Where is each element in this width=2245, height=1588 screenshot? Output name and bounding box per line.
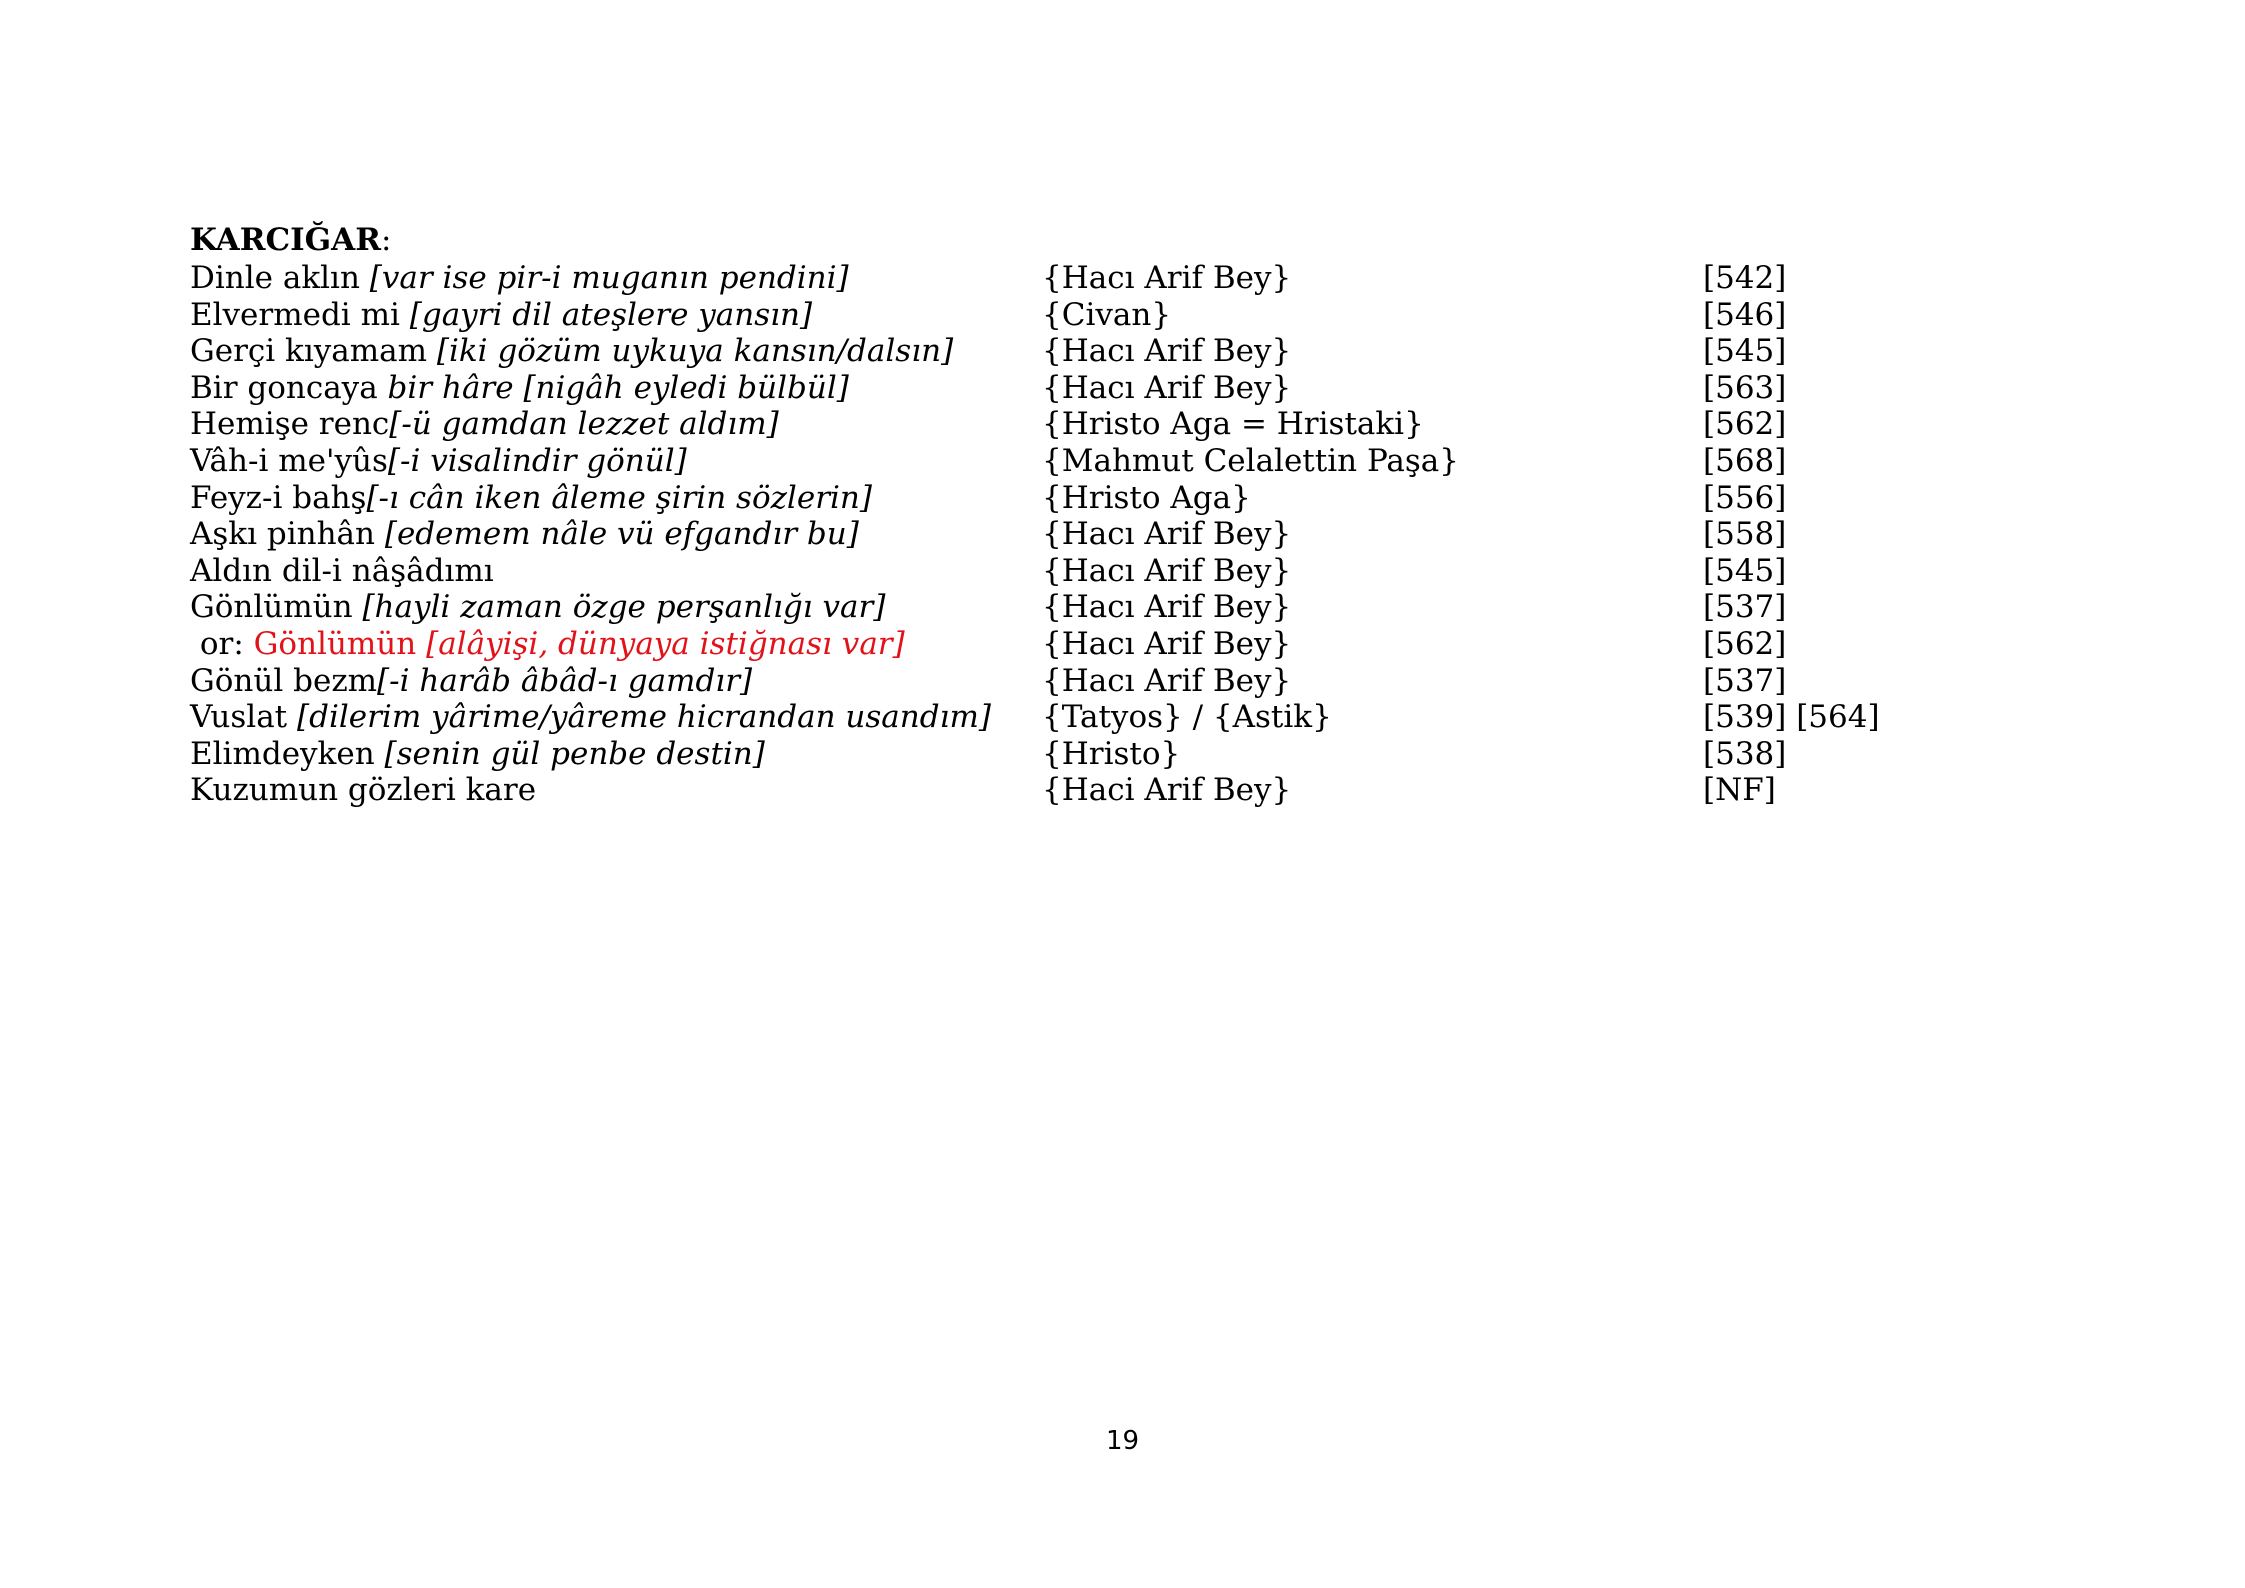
reference: [546] <box>1703 296 1787 333</box>
reference: [NF] <box>1703 772 1776 809</box>
song-title-italic: [-ü gamdan lezzet aldım] <box>389 406 779 443</box>
alternate-prefix: or: <box>190 625 254 662</box>
composer: {Hacı Arif Bey} <box>1042 552 1292 589</box>
song-row <box>190 589 2090 626</box>
composer: {Civan} <box>1042 296 1172 333</box>
reference: [542] <box>1703 260 1787 296</box>
song-row <box>190 736 2090 773</box>
song-title-plain: Feyz-i bahş <box>190 479 367 516</box>
composer: {Hacı Arif Bey} <box>1042 260 1292 296</box>
song-title-plain: Kuzumun gözleri kare <box>190 772 537 809</box>
song-title-italic: [edemem nâle vü efgandır bu] <box>384 516 859 553</box>
composer: {Hacı Arif Bey} <box>1042 625 1292 662</box>
reference: [556] <box>1703 479 1787 516</box>
song-row <box>190 553 2090 590</box>
song-row <box>190 297 2090 334</box>
song-row <box>190 480 2090 517</box>
reference: [568] <box>1703 442 1787 479</box>
song-title-plain: Vâh-i me'yûs <box>190 442 388 479</box>
song-title-plain: Aşkı pinhân <box>190 516 385 553</box>
reference: [545] <box>1703 333 1787 370</box>
composer: {Mahmut Celalettin Paşa} <box>1042 442 1460 479</box>
song-title-plain: Elvermedi mi <box>190 296 410 333</box>
reference: [537] <box>1703 662 1787 699</box>
song-title-plain: Gönül bezm <box>190 662 378 699</box>
song-title-plain: Gerçi kıyamam <box>190 333 437 370</box>
composer: {Hacı Arif Bey} <box>1042 369 1292 406</box>
song-row <box>190 370 2090 407</box>
song-title <box>190 699 991 736</box>
song-title-italic: [gayri dil ateşlere yansın] <box>409 296 813 333</box>
reference: [562] <box>1703 406 1787 443</box>
composer: {Haci Arif Bey} <box>1042 772 1292 809</box>
song-title <box>190 370 849 407</box>
reference: [563] <box>1703 369 1787 406</box>
song-title-italic: [iki gözüm uykuya kansın/dalsın] <box>436 333 954 370</box>
song-title-italic: [dilerim yârime/yâreme hicrandan usandım] <box>297 699 991 736</box>
composer: {Hristo} <box>1042 735 1181 772</box>
song-title-italic: [-i harâb âbâd-ı gamdır] <box>377 662 753 699</box>
song-title <box>190 553 494 590</box>
song-title <box>190 516 859 553</box>
section-title: KARCIĞAR <box>190 222 381 258</box>
page-number: 19 <box>1105 1426 1140 1456</box>
song-title <box>190 260 849 297</box>
song-row <box>190 772 2090 809</box>
song-title <box>190 443 687 480</box>
song-title-italic: [-ı cân iken âleme şirin sözlerin] <box>366 479 872 516</box>
song-title-italic: [hayli zaman özge perşanlığı var] <box>362 589 886 626</box>
song-title <box>190 480 872 517</box>
composer: {Hristo Aga} <box>1042 479 1251 516</box>
song-title-plain: Bir goncaya <box>190 369 388 406</box>
song-title-italic-highlight: [alâyişi, dünyaya istiğnası var] <box>426 625 905 662</box>
song-title-italic: bir hâre [nigâh eyledi bülbül] <box>387 369 849 406</box>
composer: {Hacı Arif Bey} <box>1042 662 1292 699</box>
song-title-italic: [senin gül penbe destin] <box>384 735 765 772</box>
composer: {Hristo Aga = Hristaki} <box>1042 406 1424 443</box>
reference: [537] <box>1703 589 1787 626</box>
song-title <box>190 736 765 773</box>
song-title-highlight: Gönlümün <box>253 625 427 662</box>
song-title <box>190 333 953 370</box>
composer: {Hacı Arif Bey} <box>1042 589 1292 626</box>
reference: [538] <box>1703 735 1787 772</box>
composer: {Tatyos} / {Astik} <box>1042 699 1332 736</box>
song-title-plain: Dinle aklın <box>190 260 370 296</box>
song-row-alternate <box>190 626 2090 663</box>
song-title-plain: Aldın dil-i nâşâdımı <box>190 552 494 589</box>
reference: [539] [564] <box>1703 699 1880 736</box>
song-list <box>190 260 2090 809</box>
song-title <box>190 626 905 663</box>
song-row <box>190 406 2090 443</box>
composer: {Hacı Arif Bey} <box>1042 516 1292 553</box>
song-title <box>190 406 779 443</box>
composer: {Hacı Arif Bey} <box>1042 333 1292 370</box>
song-title <box>190 772 536 809</box>
song-row <box>190 663 2090 700</box>
song-title <box>190 297 812 334</box>
song-title-italic: [var ise pir-i muganın pendini] <box>369 260 849 296</box>
song-row <box>190 333 2090 370</box>
song-title <box>190 663 752 700</box>
song-title-plain: Gönlümün <box>190 589 363 626</box>
song-row <box>190 260 2090 297</box>
reference: [545] <box>1703 552 1787 589</box>
song-title-plain: Elimdeyken <box>190 735 385 772</box>
song-title-plain: Vuslat <box>190 699 297 736</box>
section-heading <box>190 222 391 258</box>
reference: [558] <box>1703 516 1787 553</box>
song-title-italic: [-i visalindir gönül] <box>387 442 687 479</box>
song-row <box>190 516 2090 553</box>
section-title-colon: : <box>380 222 392 258</box>
song-title-plain: Hemişe renc <box>190 406 390 443</box>
song-row <box>190 699 2090 736</box>
song-title <box>190 589 885 626</box>
song-row <box>190 443 2090 480</box>
reference: [562] <box>1703 625 1787 662</box>
